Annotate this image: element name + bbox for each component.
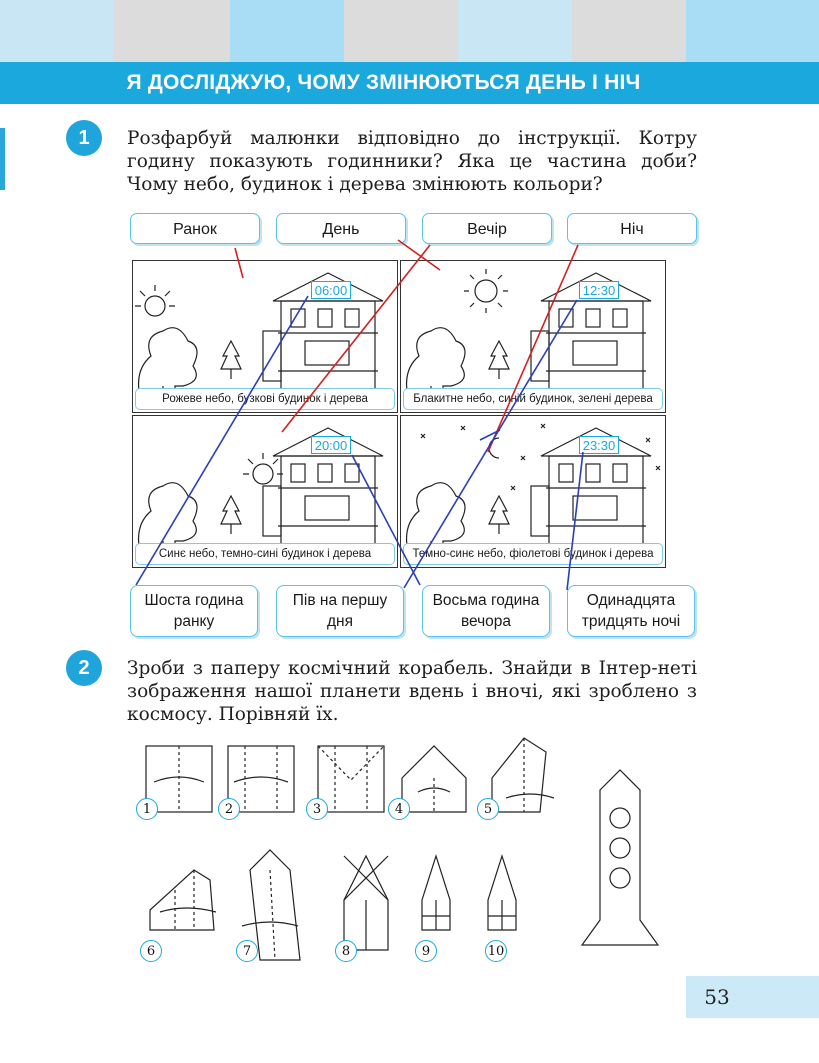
step-number-3: 3 [306, 798, 328, 820]
step-number-6: 6 [140, 940, 162, 962]
answer-morning: Шоста година ранку [130, 585, 258, 637]
scene-day [400, 260, 666, 413]
answer-evening: Восьма година вечора [422, 585, 550, 637]
step-number-2: 2 [218, 798, 240, 820]
sun-icon [475, 280, 497, 302]
task1-text: Розфарбуй малюнки відповідно до інструкції. Котру годину показують годинники? Яка це частина доби? Чому небо, будинок і дерева змінюють кольори? [127, 128, 697, 195]
step-number-10: 10 [485, 940, 507, 962]
header-strip [344, 0, 458, 62]
origami-steps-illustration [130, 730, 690, 970]
clock-display: 20:00 [311, 436, 351, 454]
step-number-5: 5 [477, 798, 499, 820]
scene-caption: Рожеве небо, бузкові будинок і дерева [135, 388, 395, 410]
label-day: День [276, 213, 406, 244]
left-accent-bar [0, 128, 5, 190]
header-strip [572, 0, 686, 62]
label-night: Ніч [567, 213, 697, 244]
scene-caption: Блакитне небо, синій будинок, зелені дерева [403, 388, 663, 410]
task-number-2: 2 [66, 650, 102, 686]
clock-display: 12:30 [579, 281, 619, 299]
header-strip [686, 0, 819, 62]
page-number-box [686, 976, 819, 1018]
section-banner [0, 62, 819, 104]
scene-night [400, 415, 666, 568]
scene-caption: Темно-синє небо, фіолетові будинок і дерева [403, 543, 663, 565]
header-strip [113, 0, 230, 62]
step-number-8: 8 [335, 940, 357, 962]
fir-tree-icon [221, 341, 241, 379]
label-morning: Ранок [130, 213, 260, 244]
sun-icon [145, 296, 165, 316]
step-number-9: 9 [415, 940, 437, 962]
fir-tree-icon [221, 496, 241, 534]
task2-text: Зроби з паперу космічний корабель. Знайди в Інтер-неті зображення нашої планети вдень і вночі, які зроблено з космосу. Порівняй їх. [127, 658, 697, 725]
step-number-4: 4 [388, 798, 410, 820]
step-number-7: 7 [236, 940, 258, 962]
answer-day: Пів на першу дня [276, 585, 404, 637]
answer-night: Одинадцята тридцять ночі [567, 585, 695, 637]
scene-morning [132, 260, 398, 413]
header-strip [458, 0, 572, 62]
task-number-1: 1 [66, 120, 102, 156]
clock-display: 23:30 [579, 436, 619, 454]
header-strip [230, 0, 344, 62]
fir-tree-icon [489, 496, 509, 534]
clock-display: 06:00 [311, 281, 351, 299]
header-strip [0, 0, 113, 62]
scene-caption: Синє небо, темно-сині будинок і дерева [135, 543, 395, 565]
moon-icon [489, 438, 499, 458]
page-number: 53 [704, 985, 730, 1009]
label-evening: Вечір [422, 213, 552, 244]
star-icon [421, 424, 660, 490]
scene-evening [132, 415, 398, 568]
step-number-1: 1 [136, 798, 158, 820]
fir-tree-icon [489, 341, 509, 379]
section-title: Я ДОСЛІДЖУЮ, ЧОМУ ЗМІНЮЮТЬСЯ ДЕНЬ І НІЧ [126, 71, 641, 94]
sun-icon [253, 464, 273, 484]
